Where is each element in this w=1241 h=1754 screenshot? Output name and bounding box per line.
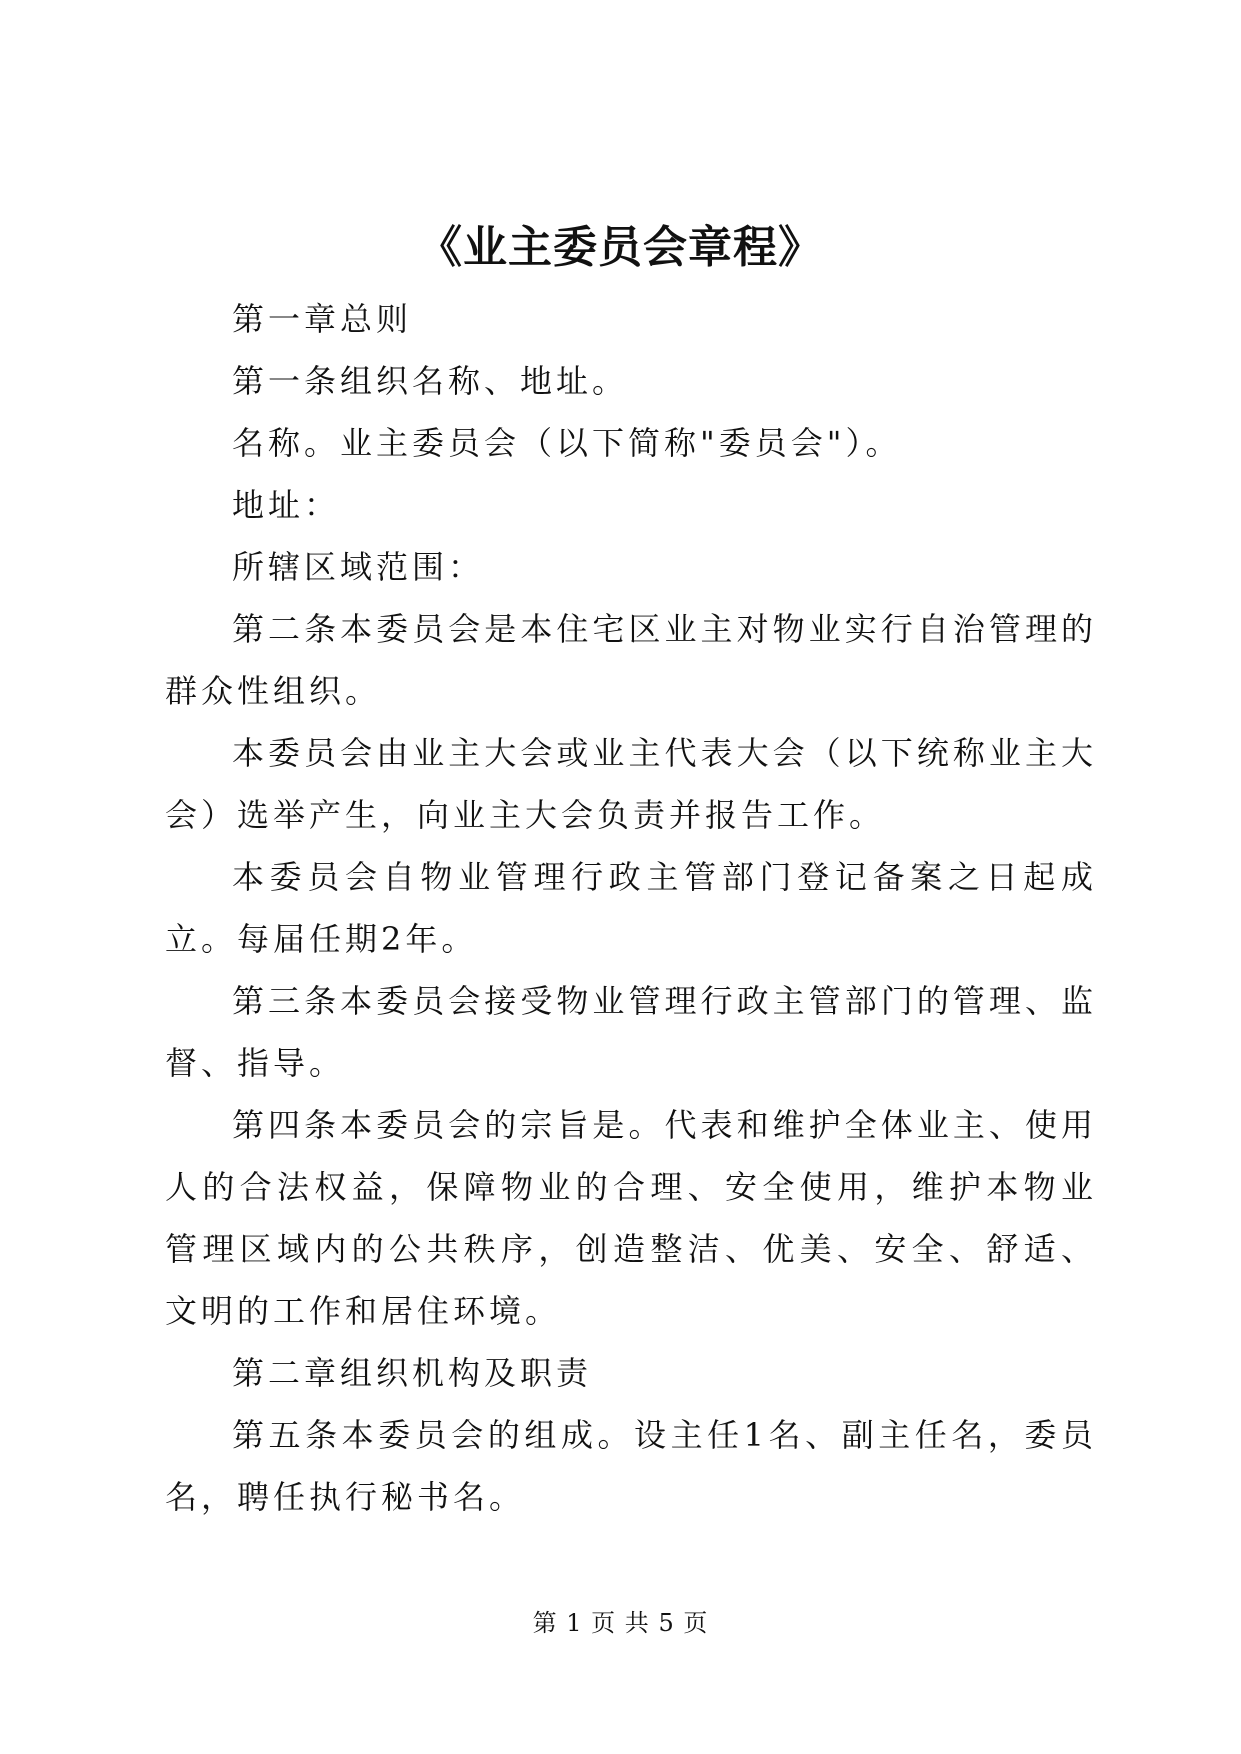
paragraph: 所辖区域范围： [232,548,485,586]
paragraph: 第三条本委员会接受物业管理行政主管部门的管理、监督、指导。 [165,982,1097,1082]
paragraph: 第五条本委员会的组成。设主任1名、副主任名，委员名，聘任执行秘书名。 [165,1416,1097,1516]
paragraph: 名称。业主委员会（以下简称"委员会"）。 [232,424,902,462]
chapter-heading: 第二章组织机构及职责 [232,1354,593,1392]
document-body [165,288,1097,1528]
document-title: 《业主委员会章程》 [418,222,823,273]
paragraph: 第二条本委员会是本住宅区业主对物业实行自治管理的群众性组织。 [165,610,1097,710]
paragraph: 第四条本委员会的宗旨是。代表和维护全体业主、使用人的合法权益，保障物业的合理、安全使用，维护本物业管理区域内的公共秩序，创造整洁、优美、安全、舒适、文明的工作和居住环境。 [165,1106,1097,1330]
page-footer: 第 1 页 共 5 页 [532,1609,709,1637]
chapter-heading: 第一章总则 [232,300,413,338]
paragraph: 第一条组织名称、地址。 [232,362,629,400]
paragraph: 本委员会自物业管理行政主管部门登记备案之日起成立。每届任期2年。 [165,858,1097,958]
paragraph: 地址： [232,486,341,524]
paragraph: 本委员会由业主大会或业主代表大会（以下统称业主大会）选举产生，向业主大会负责并报告工作。 [165,734,1097,834]
